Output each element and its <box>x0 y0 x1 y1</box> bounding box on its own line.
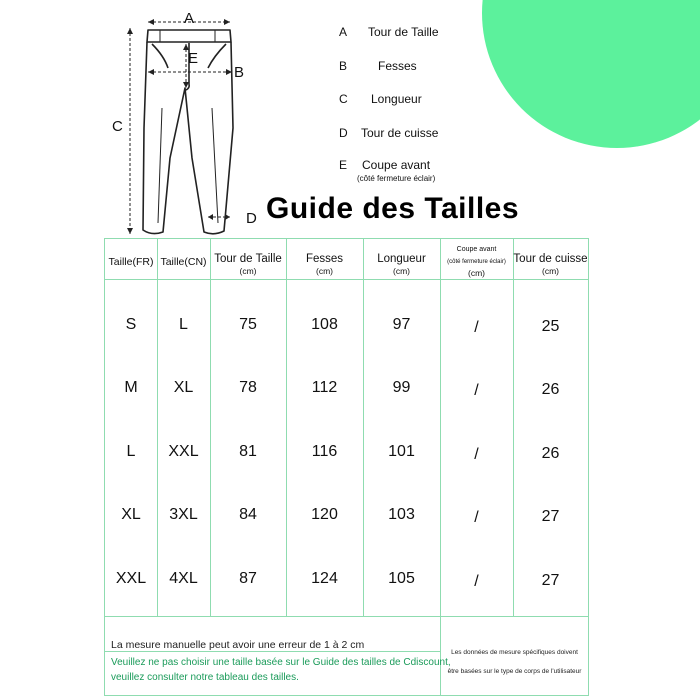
page-title: Guide des Tailles <box>266 192 520 225</box>
header-tour-cuisse <box>513 253 588 276</box>
cell-coupe-avant: / <box>474 573 479 590</box>
cell-taille-fr: S <box>125 316 137 333</box>
header-tour-taille <box>210 253 286 276</box>
cell-tour-cuisse: 26 <box>541 445 560 462</box>
cell-fesses: 108 <box>311 316 338 333</box>
cell-tour-taille: 81 <box>239 443 257 460</box>
col-divider <box>286 239 287 617</box>
cell-coupe-avant: / <box>474 446 479 463</box>
note-right-line2: être basées sur le type de corps de l'utilisateur <box>447 668 582 675</box>
cell-taille-cn: XL <box>173 379 194 396</box>
cell-tour-cuisse: 27 <box>541 572 560 589</box>
diagram-label-c: C <box>112 118 123 135</box>
trousers-diagram <box>100 8 270 243</box>
header-fesses-label: Fesses <box>305 253 344 265</box>
cell-taille-fr: XXL <box>115 570 147 587</box>
diagram-label-e: E <box>188 50 199 67</box>
header-unit: (cm) <box>239 266 257 276</box>
col-divider <box>440 239 441 695</box>
header-fesses <box>286 253 363 276</box>
legend-key-e: E <box>339 158 348 172</box>
legend-label-b: Fesses <box>378 59 417 73</box>
cell-taille-cn: XXL <box>168 443 199 460</box>
header-unit: (cm) <box>542 266 559 276</box>
header-divider <box>105 279 588 280</box>
size-table <box>104 238 589 696</box>
cell-fesses: 120 <box>311 506 338 523</box>
cell-taille-fr: XL <box>121 506 141 523</box>
header-taille-cn: Taille(CN) <box>160 256 207 268</box>
header-taille-fr: Taille(FR) <box>108 256 154 268</box>
legend-sub-e: (côté fermeture éclair) <box>357 174 436 183</box>
cell-fesses: 116 <box>311 443 338 460</box>
note-warning-line1: Veuillez ne pas choisir une taille basée sur le Guide des tailles de Cdiscount, <box>111 657 451 668</box>
header-unit: (cm) <box>393 266 410 276</box>
cell-taille-cn: L <box>179 316 188 333</box>
cell-coupe-avant: / <box>474 319 479 336</box>
legend-label-d: Tour de cuisse <box>361 126 439 140</box>
cell-coupe-avant: / <box>474 382 479 399</box>
cell-taille-cn: 4XL <box>169 570 198 587</box>
cell-tour-taille: 78 <box>239 379 257 396</box>
cell-tour-taille: 84 <box>239 506 257 523</box>
note-warning-line2: veuillez consulter notre tableau des tailles. <box>111 672 299 683</box>
cell-tour-cuisse: 25 <box>541 318 560 335</box>
legend-key-a: A <box>339 25 348 39</box>
header-longueur-label: Longueur <box>377 253 426 265</box>
header-unit: (cm) <box>316 266 333 276</box>
header-coupe-avant-sub: (côté fermeture éclair) <box>447 259 506 265</box>
cell-taille-fr: M <box>124 379 138 396</box>
cell-longueur: 103 <box>388 506 415 523</box>
note-right-line1: Les données de mesure spécifiques doivent <box>451 649 578 656</box>
header-longueur <box>363 253 440 276</box>
cell-longueur: 99 <box>392 379 411 396</box>
cell-tour-cuisse: 26 <box>541 381 560 398</box>
cell-longueur: 97 <box>392 316 411 333</box>
cell-coupe-avant: / <box>474 509 479 526</box>
cell-tour-cuisse: 27 <box>541 508 560 525</box>
diagram-label-d: D <box>246 210 257 227</box>
legend-label-a: Tour de Taille <box>368 25 439 39</box>
cell-longueur: 105 <box>388 570 415 587</box>
notes-row-divider <box>105 651 440 652</box>
cell-taille-cn: 3XL <box>169 506 198 523</box>
diagram-label-a: A <box>184 10 195 27</box>
col-divider <box>157 239 158 617</box>
note-error-margin: La mesure manuelle peut avoir une erreur de 1 à 2 cm <box>111 639 365 651</box>
cell-fesses: 112 <box>311 379 338 396</box>
col-divider <box>210 239 211 617</box>
header-coupe-avant-label: Coupe avant <box>456 246 497 253</box>
header-tour-taille-label: Tour de Taille <box>214 253 282 265</box>
cell-longueur: 101 <box>388 443 415 460</box>
legend-key-c: C <box>339 92 348 106</box>
cell-tour-taille: 75 <box>239 316 257 333</box>
col-divider <box>513 239 514 617</box>
decorative-circle <box>482 0 700 148</box>
legend-label-e: Coupe avant <box>362 158 431 172</box>
notes-divider <box>105 616 588 617</box>
legend-key-b: B <box>339 59 348 73</box>
col-divider <box>363 239 364 617</box>
cell-fesses: 124 <box>311 570 338 587</box>
legend-label-c: Longueur <box>371 92 422 106</box>
header-coupe-avant <box>440 245 513 278</box>
header-tour-cuisse-label: Tour de cuisse <box>513 253 588 265</box>
legend-key-d: D <box>339 126 348 140</box>
cell-tour-taille: 87 <box>239 570 257 587</box>
header-unit: (cm) <box>468 268 485 278</box>
diagram-label-b: B <box>234 64 245 81</box>
cell-taille-fr: L <box>126 443 136 460</box>
